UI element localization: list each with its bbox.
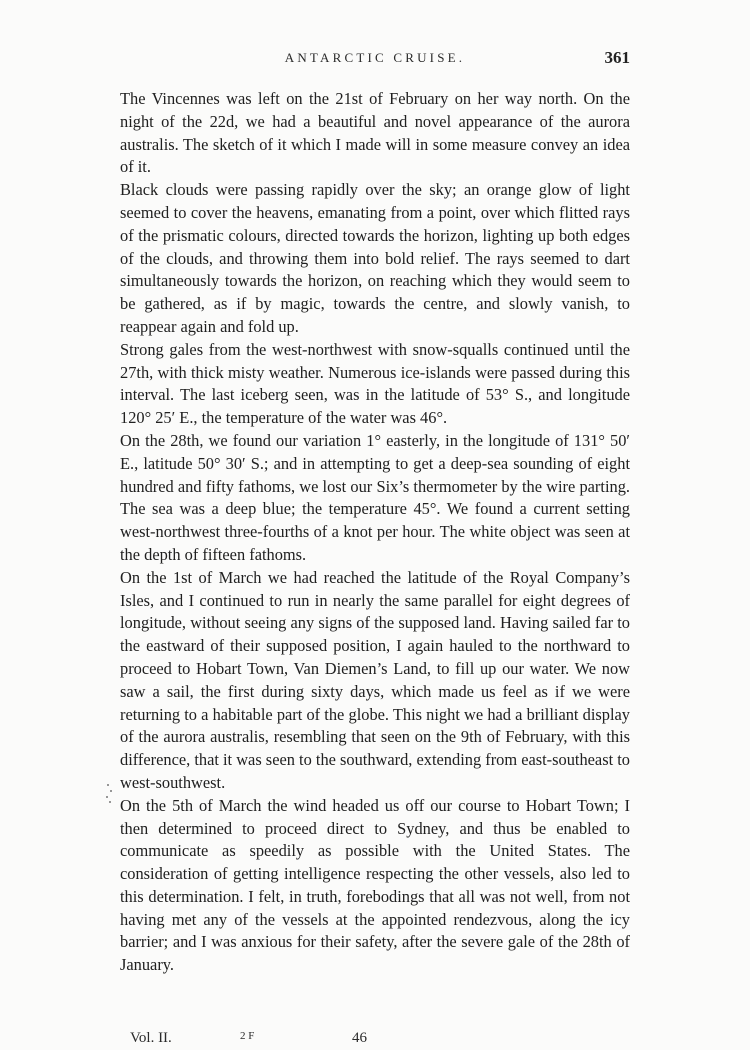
volume-signature: Vol. II. [130, 1030, 172, 1046]
paragraph-1st-march: On the 1st of March we had reached the latitude of the Royal Company’s Isles, and I continued to run in nearly the same parallel for eight degrees of longitude, without seeing any signs of the supposed land. Having sailed far to the eastward of their supposed position, I again hauled to the northward to proceed to Hobart Town, Van Diemen’s Land, to fill up our water. We now saw a sail, the first during sixty days, which made us feel as if we were returning to a habitable part of the globe. This night we had a brilliant display of the aurora australis, resembling that seen on the 9th of February, with this difference, that it was seen to the southward, extending from east-southeast to west-southwest. [120, 567, 630, 792]
paragraph-vincennes: The Vincennes was left on the 21st of February on her way north. On the night of the 22d, we had a beautiful and novel appearance of the aurora australis. The sketch of it which I made will in some measure convey an idea of it. [120, 89, 630, 177]
paragraph-black-clouds: Black clouds were passing rapidly over the sky; an orange glow of light seemed to cover the heavens, emanating from a point, over which flitted rays of the prismatic colours, directed towards the horizon, lighting up both edges of the clouds, and throwing them into bold relief. The rays seemed to dart simultaneously towards the horizon, on reaching which they would seem to be gathered, as if by magic, towards the centre, and slowly vanish, to reappear again and fold up. [120, 180, 630, 336]
running-head [120, 50, 630, 74]
running-title: ANTARCTIC CRUISE. [284, 50, 466, 65]
paragraph-strong-gales: Strong gales from the west-northwest with snow-squalls continued until the 27th, with thick misty weather. Numerous ice-islands were passed during this interval. The last iceberg seen, was in the latitude of 53° S., and longitude 120° 25′ E., the temperature of the water was 46°. [120, 339, 630, 428]
page-footer [130, 1030, 460, 1048]
sheet-folio: 46 [352, 1030, 367, 1046]
page-number: 361 [604, 48, 630, 67]
margin-specks [106, 782, 114, 804]
paragraph-5th-march: On the 5th of March the wind headed us off our course to Hobart Town; I then determined to proceed direct to Sydney, and thus be enabled to communicate as speedily as possible with the United States. The consideration of getting intelligence respecting the other vessels, also led to this determination. I felt, in truth, forebodings that all was not well, from not having met any of the vessels at the appointed rendezvous, along the icy barrier; and I was anxious for their safety, after the severe gale of the 28th of January. [120, 795, 630, 975]
sheet-mark: 2 F [240, 1030, 255, 1042]
paragraph-28th: On the 28th, we found our variation 1° easterly, in the longitude of 131° 50′ E., latitude 50° 30′ S.; and in attempting to get a deep-sea sounding of eight hundred and fifty fathoms, we lost our Six’s thermometer by the wire parting. The sea was a deep blue; the temperature 45°. We found a current setting west-northwest three-fourths of a knot per hour. The white object was seen at the depth of fifteen fathoms. [120, 430, 630, 564]
body-text [120, 88, 630, 977]
